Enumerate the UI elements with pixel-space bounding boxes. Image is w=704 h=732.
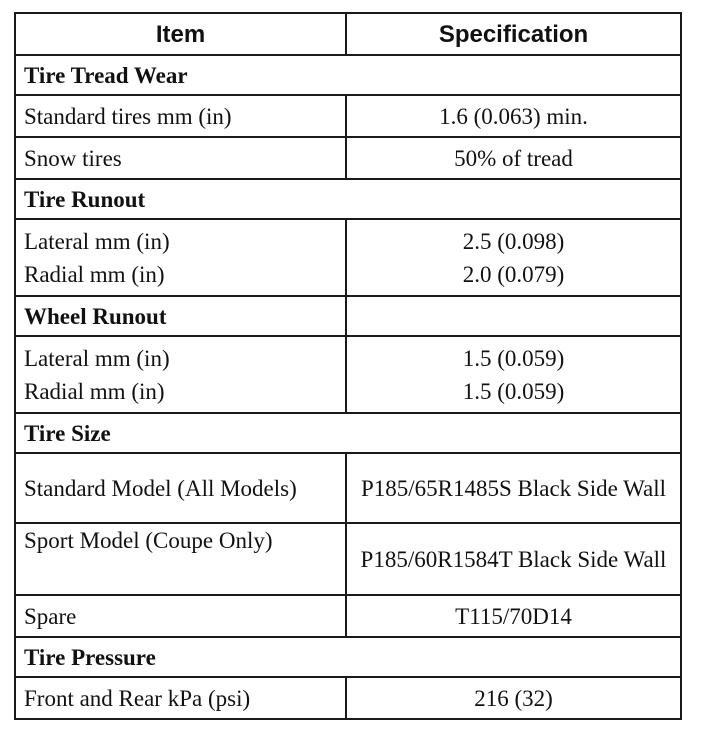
- table-row: [15, 453, 681, 523]
- value-cell: [346, 219, 681, 296]
- table-row: [15, 95, 681, 137]
- item-cell: Sport Model (Coupe Only): [15, 523, 346, 595]
- item-label-radial: Radial mm (in): [24, 261, 165, 287]
- value-cell: 50% of tread: [346, 137, 681, 179]
- section-title-tire-size: Tire Size: [15, 413, 681, 453]
- value-cell: 1.6 (0.063) min.: [346, 95, 681, 137]
- value-cell: T115/70D14: [346, 595, 681, 637]
- table-row: [15, 677, 681, 719]
- value-cell: 216 (32): [346, 677, 681, 719]
- item-label-radial: Radial mm (in): [24, 378, 165, 404]
- item-cell: Spare: [15, 595, 346, 637]
- value-cell: P185/65R1485S Black Side Wall: [346, 453, 681, 523]
- section-row: [15, 179, 681, 219]
- value-cell: [346, 336, 681, 413]
- value-radial: 1.5 (0.059): [462, 378, 565, 404]
- section-title-tire-pressure: Tire Pressure: [15, 637, 681, 677]
- table-row: [15, 336, 681, 413]
- column-header-item: Item: [15, 13, 346, 55]
- value-cell: P185/60R1584T Black Side Wall: [346, 523, 681, 595]
- item-cell: Standard Model (All Models): [15, 453, 346, 523]
- empty-cell: [346, 296, 681, 336]
- table-row: [15, 523, 681, 595]
- item-cell: Snow tires: [15, 137, 346, 179]
- section-row: [15, 413, 681, 453]
- section-title-wheel-runout: Wheel Runout: [15, 296, 346, 336]
- section-row: [15, 296, 681, 336]
- table-row: [15, 219, 681, 296]
- item-cell: [15, 219, 346, 296]
- table-row: [15, 137, 681, 179]
- section-title-tire-runout: Tire Runout: [15, 179, 681, 219]
- item-label-lateral: Lateral mm (in): [24, 345, 170, 371]
- section-title-tread-wear: Tire Tread Wear: [15, 55, 681, 95]
- value-lateral: 1.5 (0.059): [462, 345, 565, 371]
- value-radial: 2.0 (0.079): [462, 261, 565, 287]
- column-header-specification: Specification: [346, 13, 681, 55]
- value-lateral: 2.5 (0.098): [462, 228, 565, 254]
- table-row: [15, 595, 681, 637]
- table-header-row: [15, 13, 681, 55]
- item-cell: Front and Rear kPa (psi): [15, 677, 346, 719]
- tire-spec-table: [14, 12, 682, 720]
- item-cell: Standard tires mm (in): [15, 95, 346, 137]
- item-cell: [15, 336, 346, 413]
- item-label-lateral: Lateral mm (in): [24, 228, 170, 254]
- section-row: [15, 637, 681, 677]
- section-row: [15, 55, 681, 95]
